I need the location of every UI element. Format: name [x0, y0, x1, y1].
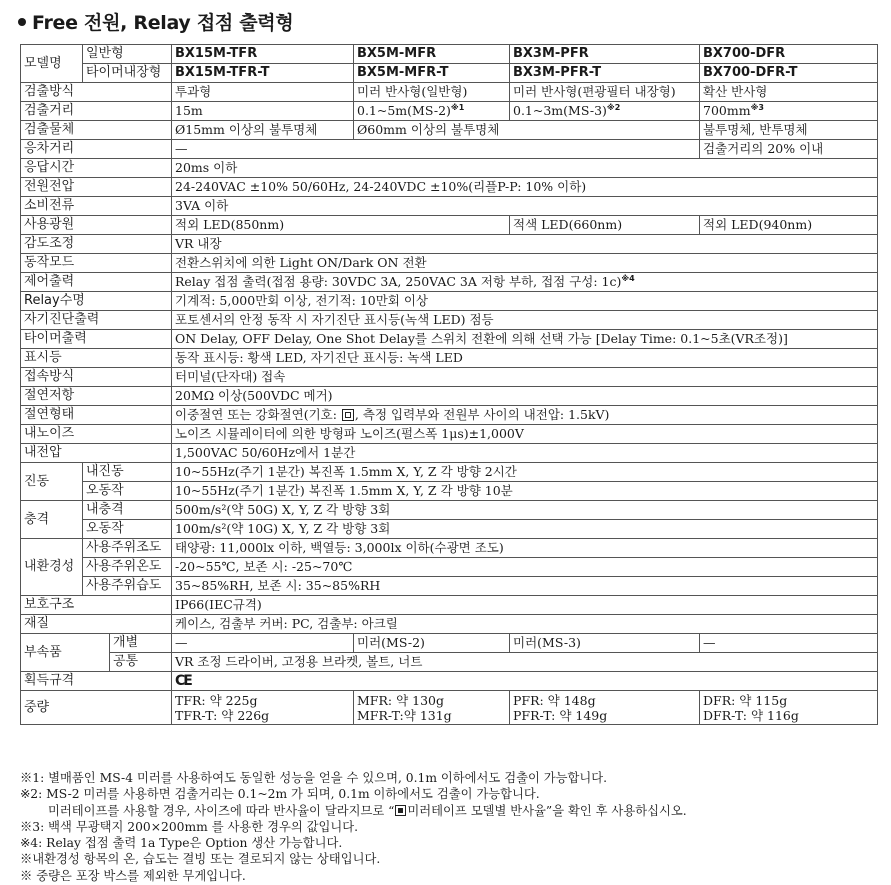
model-cell: BX700-DFR-T [700, 64, 878, 83]
table-row [21, 558, 878, 577]
value-cell: 100m/s²(약 10G) X, Y, Z 각 방향 3회 [172, 520, 878, 539]
table-row [21, 577, 878, 596]
row-label: 응답시간 [21, 159, 172, 178]
row-label: 진동 [21, 463, 83, 501]
row-label: 사용광원 [21, 216, 172, 235]
value-cell: $0.1\sim 5m(MS-2)^{※1}$ [354, 102, 510, 121]
sub-label: 공통 [110, 653, 172, 672]
model-cell: BX3M-PFR [510, 45, 700, 64]
value-cell [172, 672, 878, 691]
value-cell: 케이스, 검출부 커버: PC, 검출부: 아크릴 [172, 615, 878, 634]
table-row [21, 292, 878, 311]
table-row [21, 425, 878, 444]
value-cell: 이중절연 또는 강화절연(기호: , 측정 입력부와 전원부 사이의 내전압: 1.5kV) [172, 406, 878, 425]
value-cell: 전환스위치에 의한 Light ON/Dark ON 전환 [172, 254, 878, 273]
row-label: 표시등 [21, 349, 172, 368]
value-cell: Relay 접점 출력(접점 용량: 30VDC 3A, 250VAC 3A 저항 부하, 접점 구성: 1c)$^{※4}$ [172, 273, 878, 292]
model-cell: BX700-DFR [700, 45, 878, 64]
model-cell: BX15M-TFR-T [172, 64, 354, 83]
footnote-mark: ※3 [750, 102, 764, 112]
table-row [21, 197, 878, 216]
timer-label: 타이머내장형 [83, 64, 172, 83]
sub-label: 오동작 [83, 482, 172, 501]
row-label: 절연저항 [21, 387, 172, 406]
sub-label: 개별 [110, 634, 172, 653]
table-row [21, 368, 878, 387]
value-cell: 10~55Hz(주기 1분간) 복진폭 1.5mm X, Y, Z 각 방향 2시간 [172, 463, 878, 482]
row-label: 응차거리 [21, 140, 172, 159]
value-cell: PFR: 약 148g PFR-T: 약 149g [510, 691, 700, 725]
row-label: 획득규격 [21, 672, 172, 691]
spec-table [20, 44, 878, 725]
value-cell: 노이즈 시뮬레이터에 의한 방형파 노이즈(펄스폭 1μs)±1,000V [172, 425, 878, 444]
value-cell: 3VA 이하 [172, 197, 878, 216]
value-cell: 적외 LED(940nm) [700, 216, 878, 235]
row-label: 검출방식 [21, 83, 172, 102]
footnote: ※내환경성 항목의 온, 습도는 결빙 또는 결로되지 않는 상태입니다. [20, 852, 381, 867]
value-cell: 미러 반사형(일반형) [354, 83, 510, 102]
row-label: 절연형태 [21, 406, 172, 425]
value-cell: 불투명체, 반투명체 [700, 121, 878, 140]
value-cell: $700mm^{※3}$ [700, 102, 878, 121]
value-cell: 투과형 [172, 83, 354, 102]
value-cell: 확산 반사형 [700, 83, 878, 102]
model-cell: BX5M-MFR [354, 45, 510, 64]
footnote: 미러테이프를 사용할 경우, 사이즈에 따라 반사율이 달라지므로 “ 미러테이프 모델별 반사율”을 확인 후 사용하십시오. [48, 803, 687, 818]
row-label: 검출거리 [21, 102, 172, 121]
value-cell: -20~55℃, 보존 시: -25~70℃ [172, 558, 878, 577]
value-cell: 검출거리의 20% 이내 [700, 140, 878, 159]
table-row [21, 691, 878, 725]
footnote: ※ 중량은 포장 박스를 제외한 무게입니다. [20, 868, 246, 883]
row-label: 내환경성 [21, 539, 83, 596]
model-label: 모델명 [21, 45, 83, 83]
value-cell: 미러(MS-3) [510, 634, 700, 653]
sub-label: 오동작 [83, 520, 172, 539]
general-label: 일반형 [83, 45, 172, 64]
row-label: 부속품 [21, 634, 110, 672]
row-label: 중량 [21, 691, 172, 725]
value-cell: 500m/s²(약 50G) X, Y, Z 각 방향 3회 [172, 501, 878, 520]
row-label: 제어출력 [21, 273, 172, 292]
value-cell: 20MΩ 이상(500VDC 메거) [172, 387, 878, 406]
sub-label: 내충격 [83, 501, 172, 520]
value-cell: $0.1\sim 3m(MS-3)^{※2}$ [510, 102, 700, 121]
table-row [21, 387, 878, 406]
table-row [21, 539, 878, 558]
table-row [21, 235, 878, 254]
row-label: 내노이즈 [21, 425, 172, 444]
model-cell: BX3M-PFR-T [510, 64, 700, 83]
table-row [21, 349, 878, 368]
value-cell: 기계적: 5,000만회 이상, 전기적: 10만회 이상 [172, 292, 878, 311]
footnote: ※3: 백색 무광택지 200×200mm 를 사용한 경우의 값입니다. [20, 819, 359, 834]
value-cell: TFR: 약 225g TFR-T: 약 226g [172, 691, 354, 725]
row-label: 동작모드 [21, 254, 172, 273]
value-cell: 미러 반사형(편광필터 내장형) [510, 83, 700, 102]
model-cell: BX15M-TFR [172, 45, 354, 64]
row-label: 타이머출력 [21, 330, 172, 349]
row-label: Relay수명 [21, 292, 172, 311]
table-row [21, 64, 878, 83]
row-label: 접속방식 [21, 368, 172, 387]
table-row [21, 102, 878, 121]
section-title: Free 전원, Relay 접점 출력형 [18, 8, 293, 35]
value-cell: 24-240VAC ±10% 50/60Hz, 24-240VDC ±10%(리플P-P: 10% 이하) [172, 178, 878, 197]
table-row [21, 444, 878, 463]
table-row [21, 634, 878, 653]
row-label: 충격 [21, 501, 83, 539]
table-row [21, 83, 878, 102]
row-label: 보호구조 [21, 596, 172, 615]
value-cell: 포토센서의 안정 동작 시 자기진단 표시등(녹색 LED) 점등 [172, 311, 878, 330]
value-cell: IP66(IEC규격) [172, 596, 878, 615]
row-label: 자기진단출력 [21, 311, 172, 330]
sub-label: 사용주위습도 [83, 577, 172, 596]
value-cell: 15m [172, 102, 354, 121]
row-label: 소비전류 [21, 197, 172, 216]
table-row [21, 45, 878, 64]
value-cell: 터미널(단자대) 접속 [172, 368, 878, 387]
value-cell: — [172, 140, 700, 159]
model-cell: BX5M-MFR-T [354, 64, 510, 83]
value-cell: DFR: 약 115g DFR-T: 약 116g [700, 691, 878, 725]
value-cell: VR 조정 드라이버, 고정용 브라켓, 볼트, 너트 [172, 653, 878, 672]
value-cell: Ø15mm 이상의 불투명체 [172, 121, 354, 140]
value-cell: 35~85%RH, 보존 시: 35~85%RH [172, 577, 878, 596]
table-row [21, 672, 878, 691]
double-insulation-icon [342, 409, 354, 421]
manual-icon [395, 805, 406, 816]
table-row [21, 406, 878, 425]
table-row [21, 482, 878, 501]
value-cell: 동작 표시등: 황색 LED, 자기진단 표시등: 녹색 LED [172, 349, 878, 368]
table-row [21, 159, 878, 178]
table-row [21, 121, 878, 140]
table-row [21, 254, 878, 273]
value-cell: 1,500VAC 50/60Hz에서 1분간 [172, 444, 878, 463]
table-row [21, 273, 878, 292]
table-row [21, 140, 878, 159]
footnote-mark: ※4 [621, 273, 635, 283]
value-cell: 태양광: 11,000lx 이하, 백열등: 3,000lx 이하(수광면 조도) [172, 539, 878, 558]
value-cell: 적색 LED(660nm) [510, 216, 700, 235]
value-cell: 적외 LED(850nm) [172, 216, 510, 235]
footnote: ※2: MS-2 미러를 사용하면 검출거리는 0.1~2m 가 되며, 0.1m 이하에서도 검출이 가능합니다. [20, 787, 540, 802]
sub-label: 내진동 [83, 463, 172, 482]
row-label: 검출물체 [21, 121, 172, 140]
value-cell: VR 내장 [172, 235, 878, 254]
table-row [21, 615, 878, 634]
sub-label: 사용주위온도 [83, 558, 172, 577]
table-row [21, 520, 878, 539]
value-cell: 미러(MS-2) [354, 634, 510, 653]
row-label: 전원전압 [21, 178, 172, 197]
row-label: 내전압 [21, 444, 172, 463]
table-row [21, 463, 878, 482]
table-row [21, 501, 878, 520]
table-row [21, 178, 878, 197]
row-label: 감도조정 [21, 235, 172, 254]
ce-mark-icon: CE [175, 673, 191, 689]
value-cell: 20ms 이하 [172, 159, 878, 178]
footnote: ※1: 별매품인 MS-4 미러를 사용하여도 동일한 성능을 얻을 수 있으며, 0.1m 이하에서도 검출이 가능합니다. [20, 771, 608, 785]
value-cell: Ø60mm 이상의 불투명체 [354, 121, 700, 140]
value-cell: MFR: 약 130g MFR-T:약 131g [354, 691, 510, 725]
table-row [21, 311, 878, 330]
table-row [21, 653, 878, 672]
bullet-icon [18, 18, 26, 26]
footnote-mark: ※1 [450, 102, 465, 112]
value-cell: — [700, 634, 878, 653]
table-row [21, 596, 878, 615]
value-cell: 10~55Hz(주기 1분간) 복진폭 1.5mm X, Y, Z 각 방향 10분 [172, 482, 878, 501]
footnote-mark: ※2 [606, 102, 621, 112]
sub-label: 사용주위조도 [83, 539, 172, 558]
footnotes [20, 770, 880, 884]
value-cell: ON Delay, OFF Delay, One Shot Delay를 스위치 전환에 의해 선택 가능 [Delay Time: 0.1~5초(VR조정)] [172, 330, 878, 349]
row-label: 재질 [21, 615, 172, 634]
value-cell: — [172, 634, 354, 653]
table-row [21, 330, 878, 349]
table-row [21, 216, 878, 235]
footnote: ※4: Relay 접점 출력 1a Type은 Option 생산 가능합니다. [20, 836, 343, 851]
